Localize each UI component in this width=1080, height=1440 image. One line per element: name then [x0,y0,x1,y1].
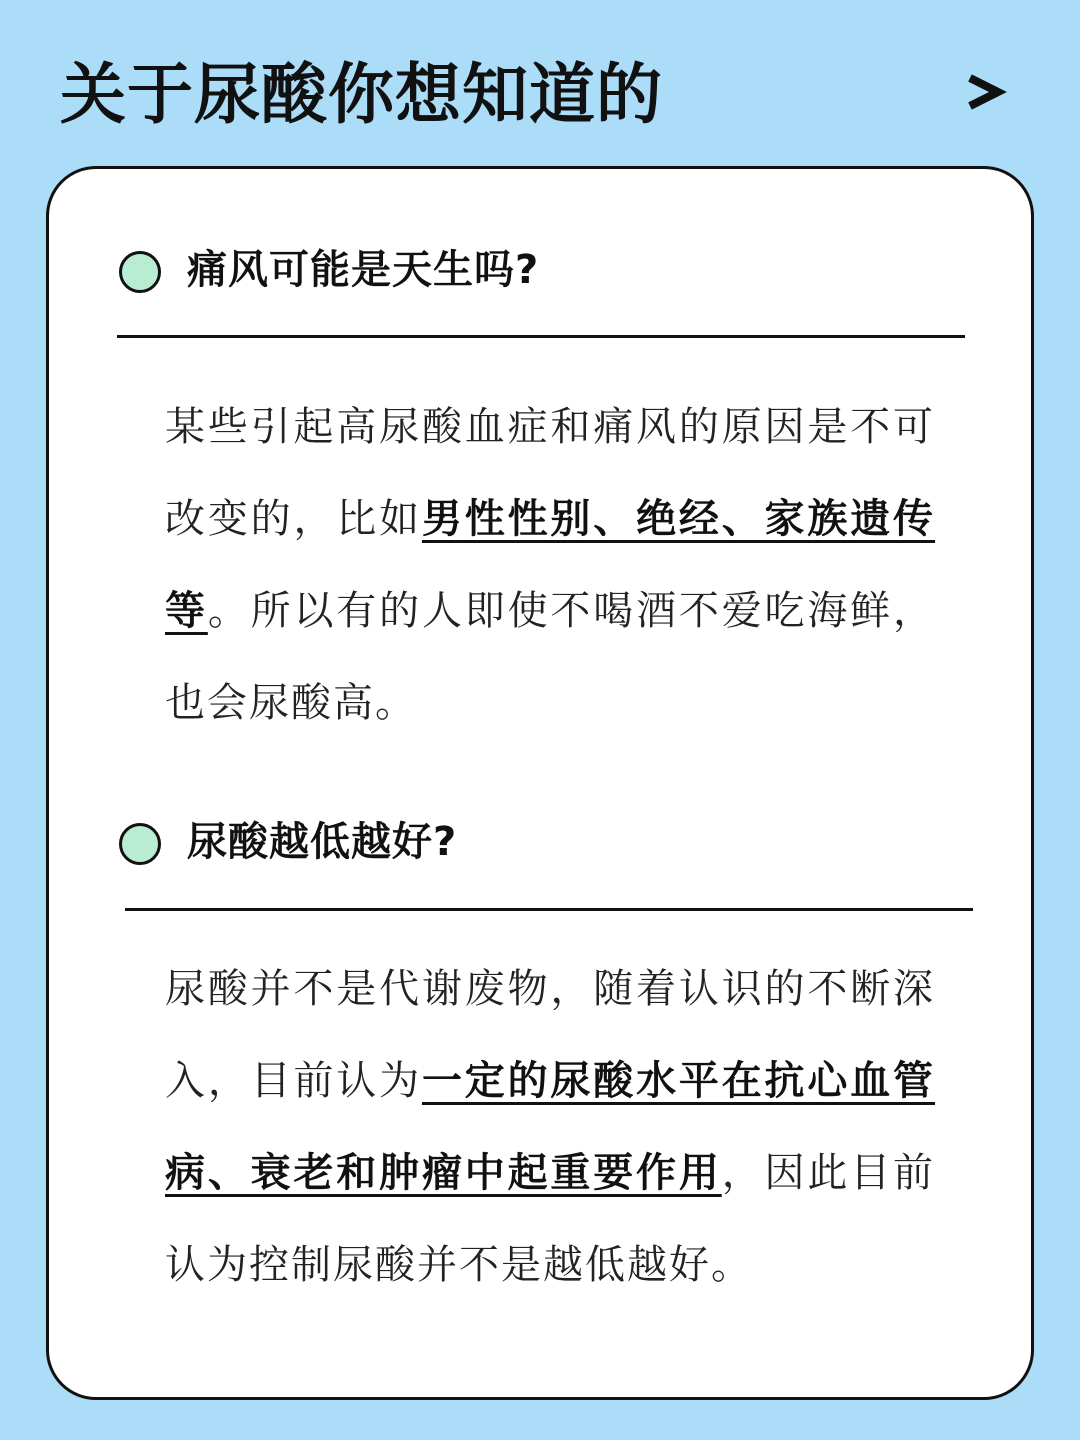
section-2-text-end: ，因此目前认为控制尿酸并不是越低越好。 [165,1150,936,1288]
bullet-dot-icon [119,823,161,865]
section-2-body [165,943,935,1311]
section-1-title: 痛风可能是天生吗? [187,247,540,293]
page-title: 关于尿酸你想知道的 [60,56,663,133]
section-2-divider [125,908,973,911]
section-2-highlight: 一定的尿酸水平在抗心血管病、衰老和肿瘤中起重要作用 [165,1058,936,1196]
content-card [46,166,1034,1400]
bullet-dot-icon [119,251,161,293]
section-1-text: 某些引起高尿酸血症和痛风的原因是不可改变的，比如 [165,404,935,542]
section-2-title: 尿酸越低越好? [187,819,458,865]
section-2-text: 尿酸并不是代谢废物，随着认识的不断深入，目前认为 [165,966,935,1104]
section-1-body [165,381,935,749]
chevron-right-icon[interactable] [962,62,1008,122]
section-1-highlight: 男性性别、绝经、家族遗传等 [165,496,936,634]
section-1-text-end: 。所以有的人即使不喝酒不爱吃海鲜，也会尿酸高。 [165,588,936,726]
section-1-divider [117,335,965,338]
